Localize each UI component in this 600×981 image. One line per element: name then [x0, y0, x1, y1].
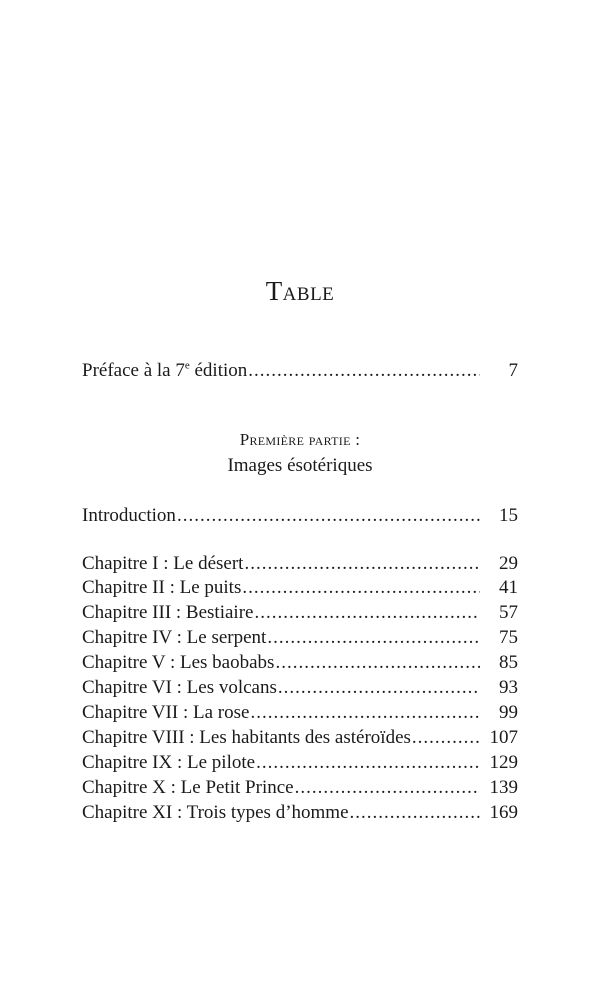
- toc-entry-label: Préface à la 7e édition: [82, 359, 248, 381]
- toc-page-number: 129: [489, 752, 518, 773]
- toc-entry-label: Chapitre III : Bestiaire: [82, 602, 254, 623]
- toc-entry-label: Chapitre V : Les baobabs: [82, 652, 275, 673]
- toc-entry-chapter[interactable]: [82, 726, 518, 750]
- toc-page-number: 57: [499, 602, 518, 623]
- page-title: Table: [265, 276, 335, 306]
- toc-page-number: 85: [499, 652, 518, 673]
- dot-leader: [350, 801, 480, 825]
- toc-page-number: 99: [499, 702, 518, 723]
- toc-entry-label: Chapitre VIII : Les habitants des astéroïdes: [82, 727, 411, 748]
- dot-leader: [242, 576, 480, 600]
- dot-leader: [244, 552, 480, 576]
- toc-entry-chapter[interactable]: [82, 626, 518, 650]
- toc-page-number: 41: [499, 577, 518, 598]
- toc-entry-chapter[interactable]: [82, 676, 518, 700]
- dot-leader: [412, 726, 480, 750]
- part-heading: Première partie :: [239, 430, 361, 449]
- toc-page-number: 107: [489, 727, 518, 748]
- toc-entry-chapter[interactable]: [82, 601, 518, 625]
- toc-entry-label: Chapitre IV : Le serpent: [82, 627, 267, 648]
- toc-entry-chapter[interactable]: [82, 576, 518, 600]
- dot-leader: [275, 651, 480, 675]
- toc-page-number: 75: [499, 627, 518, 648]
- dot-leader: [267, 626, 480, 650]
- toc-entry-introduction[interactable]: [82, 504, 518, 528]
- toc-entry-chapter[interactable]: [82, 701, 518, 725]
- toc-entry-label: Chapitre VII : La rose: [82, 702, 250, 723]
- toc-entry-chapter[interactable]: [82, 776, 518, 800]
- toc-entry-chapter[interactable]: [82, 801, 518, 825]
- toc-page-number: 93: [499, 677, 518, 698]
- dot-leader: [177, 504, 480, 528]
- toc-page-number: 15: [499, 505, 518, 526]
- toc-page-number: 169: [489, 802, 518, 823]
- toc-entry-label: Chapitre I : Le désert: [82, 553, 244, 574]
- dot-leader: [254, 601, 480, 625]
- toc-entry-chapter[interactable]: [82, 651, 518, 675]
- toc-entry-label: Introduction: [82, 505, 176, 526]
- toc-entry-chapter[interactable]: [82, 552, 518, 576]
- dot-leader: [256, 751, 480, 775]
- toc-entry-chapter[interactable]: [82, 751, 518, 775]
- toc-entry-label: Chapitre VI : Les volcans: [82, 677, 277, 698]
- toc-entry-label: Chapitre XI : Trois types d’homme: [82, 802, 349, 823]
- part-subtitle: Images ésotériques: [227, 455, 373, 476]
- toc-entry-label: Chapitre IX : Le pilote: [82, 752, 256, 773]
- dot-leader: [295, 776, 480, 800]
- dot-leader: [248, 359, 480, 383]
- dot-leader: [278, 676, 480, 700]
- toc-entry-label: Chapitre X : Le Petit Prince: [82, 777, 294, 798]
- toc-page-number: 29: [499, 553, 518, 574]
- toc-entry-preface[interactable]: [82, 359, 518, 383]
- toc-entry-label: Chapitre II : Le puits: [82, 577, 242, 598]
- dot-leader: [250, 701, 480, 725]
- toc-page-number: 139: [489, 777, 518, 798]
- toc-page-number: 7: [508, 360, 518, 381]
